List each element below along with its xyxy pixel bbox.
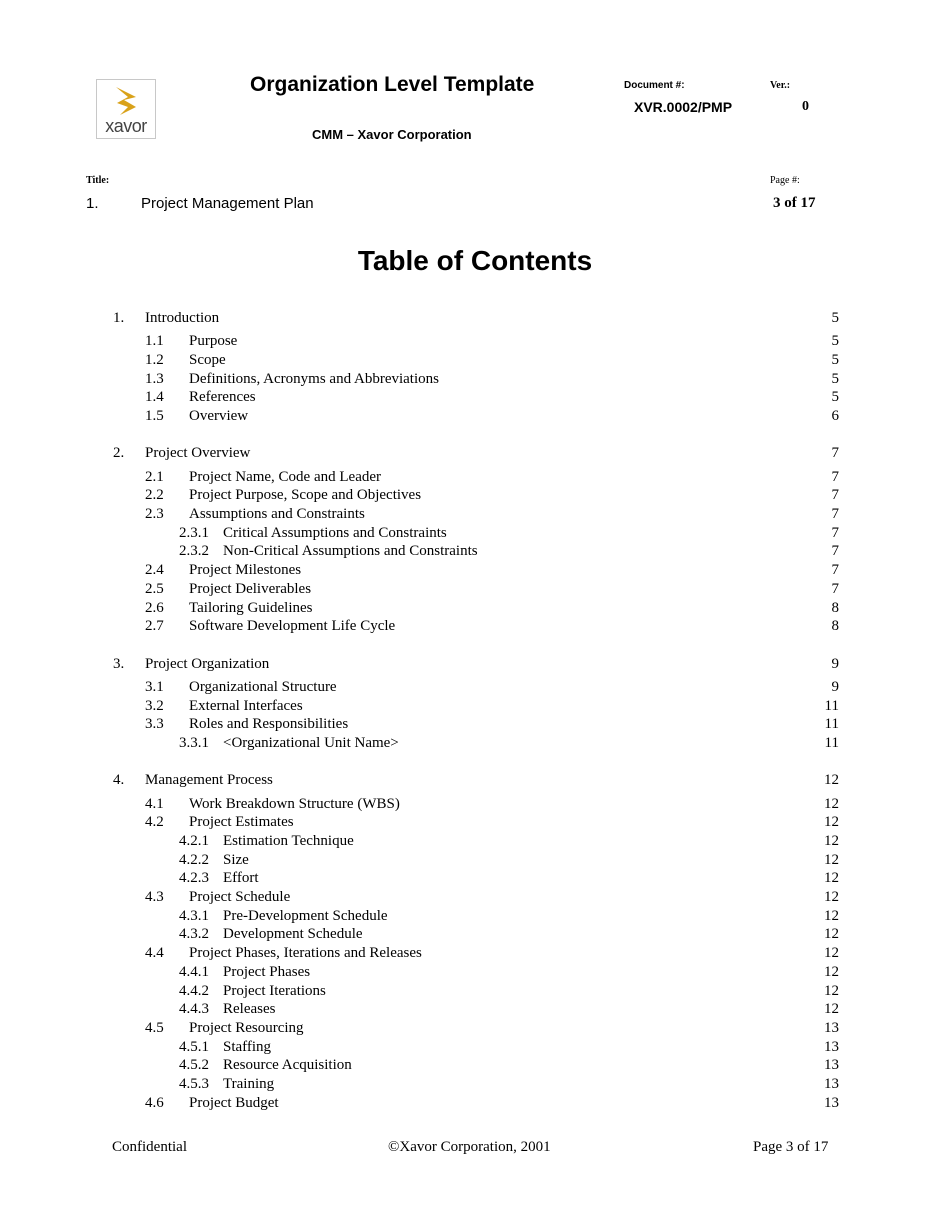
toc-entry-title: Introduction: [145, 310, 220, 326]
toc-entry-title: Organizational Structure: [189, 678, 337, 695]
toc-entry-title: Effort: [223, 870, 259, 887]
toc-entry-number: 2.2: [145, 487, 164, 504]
toc-entry-page: 13: [824, 1094, 839, 1111]
toc-entry-title: External Interfaces: [189, 697, 303, 714]
toc-entry-number: 1.4: [145, 389, 164, 406]
toc-entry[interactable]: [145, 599, 839, 619]
toc-entry[interactable]: [145, 1094, 839, 1114]
toc-entry[interactable]: [179, 1000, 839, 1020]
toc-entry-title: Project Phases, Iterations and Releases: [189, 945, 422, 962]
toc-entry-page: 9: [831, 678, 839, 695]
toc-entry-title: Project Budget: [189, 1094, 279, 1111]
toc-entry-number: 4.5.1: [179, 1038, 209, 1055]
toc-entry[interactable]: [113, 444, 839, 464]
toc-entry-number: 1.2: [145, 351, 164, 368]
toc-entry[interactable]: [113, 309, 839, 329]
toc-entry[interactable]: [179, 869, 839, 889]
toc-entry-title: Assumptions and Constraints: [189, 506, 365, 522]
toc-entry-number: 2.3.1: [179, 524, 209, 541]
toc-entry-title: Project Estimates: [189, 814, 294, 831]
toc-entry[interactable]: [145, 370, 839, 390]
toc-entry-page: 9: [831, 655, 839, 672]
toc-entry-number: 2.3.2: [179, 543, 209, 560]
toc-entry-number: 4.5: [145, 1019, 164, 1036]
toc-entry-page: 12: [824, 889, 839, 905]
toc-entry-number: 2.4: [145, 562, 164, 579]
toc-entry-title: Project Resourcing: [189, 1019, 304, 1036]
toc-entry[interactable]: [145, 407, 839, 427]
toc-entry[interactable]: [113, 655, 839, 675]
toc-entry-number: 4.3: [145, 889, 164, 905]
toc-entry-page: 5: [831, 351, 839, 368]
toc-entry-page: 6: [831, 408, 839, 424]
toc-entry-number: 1.: [113, 310, 125, 326]
toc-entry-page: 12: [824, 814, 839, 831]
toc-entry-page: 8: [831, 618, 839, 635]
toc-entry-page: 11: [824, 734, 839, 751]
toc-entry-title: Software Development Life Cycle: [189, 618, 396, 635]
toc-entry-number: 4.: [113, 772, 125, 789]
toc-entry-number: 2.: [113, 445, 125, 462]
toc-entry[interactable]: [145, 468, 839, 488]
footer-copyright: ©Xavor Corporation, 2001: [388, 1139, 551, 1155]
toc-entry-page: 7: [831, 562, 839, 579]
toc-entry-number: 4.2.1: [179, 832, 209, 849]
toc-entry-title: Purpose: [189, 333, 238, 350]
toc-entry[interactable]: [145, 486, 839, 506]
toc-entry[interactable]: [179, 907, 839, 927]
toc-entry[interactable]: [179, 925, 839, 945]
toc-entry-page: 13: [824, 1057, 839, 1074]
page-label: Page #:: [770, 175, 800, 186]
toc-entry-page: 7: [831, 487, 839, 504]
toc-entry[interactable]: [145, 561, 839, 581]
toc-entry-title: Resource Acquisition: [223, 1057, 352, 1074]
template-subtitle: CMM – Xavor Corporation: [312, 127, 472, 142]
toc-entry-page: 12: [824, 945, 839, 962]
toc-entry-page: 12: [824, 795, 839, 812]
toc-entry-page: 7: [831, 543, 839, 560]
toc-entry-number: 4.3.1: [179, 907, 209, 924]
toc-entry-number: 3.: [113, 655, 125, 672]
toc-entry-title: Project Name, Code and Leader: [189, 468, 382, 485]
toc-entry-page: 7: [831, 524, 839, 541]
toc-entry[interactable]: [145, 580, 839, 600]
toc-entry-page: 5: [831, 333, 839, 350]
toc-entry-page: 12: [824, 832, 839, 849]
toc-entry-title: Project Purpose, Scope and Objectives: [189, 487, 422, 504]
template-title: Organization Level Template: [250, 73, 535, 96]
toc-entry-number: 4.4.3: [179, 1001, 209, 1018]
toc-entry-number: 1.1: [145, 333, 164, 350]
toc-entry-title: Project Milestones: [189, 562, 302, 579]
toc-entry[interactable]: [145, 678, 839, 698]
toc-entry[interactable]: [145, 332, 839, 352]
toc-entry-number: 1.5: [145, 408, 164, 424]
toc-entry[interactable]: [179, 832, 839, 852]
toc-entry[interactable]: [179, 1038, 839, 1058]
toc-entry-title: Definitions, Acronyms and Abbreviations: [189, 370, 439, 387]
toc-entry-title: Training: [223, 1076, 275, 1092]
toc-entry-number: 4.5.3: [179, 1076, 209, 1092]
toc-entry-title: Staffing: [223, 1038, 272, 1055]
toc-entry-number: 4.2.2: [179, 851, 209, 868]
toc-entry-number: 4.3.2: [179, 926, 209, 943]
toc-entry[interactable]: [145, 888, 839, 908]
toc-entry-number: 1.3: [145, 370, 164, 387]
toc-entry-number: 4.4.1: [179, 963, 209, 980]
toc-entry-title: <Organizational Unit Name>: [223, 734, 399, 751]
toc-entry-title: Work Breakdown Structure (WBS): [189, 795, 400, 812]
toc-entry[interactable]: [145, 795, 839, 815]
toc-entry-page: 5: [831, 389, 839, 406]
toc-entry-title: Roles and Responsibilities: [189, 716, 349, 733]
toc-entry-page: 8: [831, 599, 839, 616]
version-number: 0: [802, 99, 809, 114]
toc-entry-number: 3.3.1: [179, 734, 209, 751]
toc-entry-title: References: [189, 389, 256, 406]
toc-entry-number: 4.4.2: [179, 982, 209, 999]
toc-entry-number: 4.2.3: [179, 870, 209, 887]
toc-entry[interactable]: [145, 944, 839, 964]
toc-entry-title: Project Deliverables: [189, 580, 312, 597]
toc-entry[interactable]: [145, 351, 839, 371]
toc-entry-page: 12: [824, 772, 839, 789]
toc-entry[interactable]: [145, 1019, 839, 1039]
toc-entry[interactable]: [145, 697, 839, 717]
toc-entry-title: Project Organization: [145, 655, 270, 672]
document-title-number: 1.: [86, 195, 99, 212]
toc-entry[interactable]: [179, 524, 839, 544]
toc-entry[interactable]: [179, 542, 839, 562]
toc-entry-page: 12: [824, 1001, 839, 1018]
toc-entry-title: Tailoring Guidelines: [189, 599, 313, 616]
document-number-label: Document #:: [624, 80, 685, 91]
toc-entry-page: 12: [824, 870, 839, 887]
toc-heading: Table of Contents: [357, 245, 593, 276]
toc-entry[interactable]: [179, 851, 839, 871]
toc-entry-page: 13: [824, 1019, 839, 1036]
toc-entry-page: 11: [824, 697, 839, 714]
toc-entry-number: 3.1: [145, 678, 164, 695]
version-label: Ver.:: [770, 80, 791, 91]
toc-entry-number: 2.6: [145, 599, 164, 616]
toc-entry-number: 4.2: [145, 814, 164, 831]
toc-entry[interactable]: [179, 1075, 839, 1095]
toc-entry-page: 7: [831, 468, 839, 485]
toc-entry-number: 2.3: [145, 506, 164, 522]
toc-entry-page: 12: [824, 982, 839, 999]
toc-entry-number: 3.2: [145, 697, 164, 714]
toc-entry[interactable]: [113, 771, 839, 791]
toc-entry-number: 4.6: [145, 1094, 164, 1111]
toc-entry[interactable]: [179, 1056, 839, 1076]
title-label: Title:: [86, 175, 110, 186]
toc-entry-title: Project Overview: [145, 445, 251, 462]
logo-text: xavor: [105, 116, 147, 136]
toc-entry-title: Critical Assumptions and Constraints: [223, 524, 447, 541]
toc-entry-number: 3.3: [145, 716, 164, 733]
toc-entry[interactable]: [145, 617, 839, 637]
toc-entry[interactable]: [145, 813, 839, 833]
toc-entry-title: Releases: [223, 1001, 276, 1018]
toc-entry-page: 5: [831, 310, 839, 326]
toc-entry-page: 12: [824, 851, 839, 868]
toc-entry-page: 13: [824, 1076, 839, 1092]
toc-entry-title: Development Schedule: [223, 926, 363, 943]
toc-entry-title: Project Phases: [223, 963, 311, 980]
toc-entry-title: Project Iterations: [223, 982, 326, 999]
toc-entry-number: 2.1: [145, 468, 164, 485]
document-title: Project Management Plan: [141, 195, 314, 212]
toc-entry-page: 12: [824, 926, 839, 943]
toc-entry-page: 11: [824, 716, 839, 733]
toc-entry-number: 4.1: [145, 795, 164, 812]
toc-entry-title: Non-Critical Assumptions and Constraints: [223, 543, 478, 560]
toc-entry[interactable]: [145, 715, 839, 735]
toc-entry-title: Project Schedule: [189, 889, 291, 905]
toc-entry-page: 12: [824, 907, 839, 924]
toc-entry[interactable]: [179, 734, 839, 754]
toc-entry[interactable]: [145, 505, 839, 525]
toc-entry-title: Pre-Development Schedule: [223, 907, 388, 924]
toc-entry[interactable]: [179, 963, 839, 983]
toc-entry-page: 5: [831, 370, 839, 387]
toc-entry-page: 13: [824, 1038, 839, 1055]
footer-page-number: Page 3 of 17: [753, 1139, 829, 1155]
toc-entry-page: 7: [831, 506, 839, 522]
document-number: XVR.0002/PMP: [634, 99, 733, 115]
toc-entry-number: 4.5.2: [179, 1057, 209, 1074]
toc-entry-number: 4.4: [145, 945, 164, 962]
toc-entry-number: 2.5: [145, 580, 164, 597]
toc-entry-page: 12: [824, 963, 839, 980]
toc-entry-title: Management Process: [145, 772, 273, 789]
toc-entry-page: 7: [831, 580, 839, 597]
toc-entry-title: Estimation Technique: [223, 832, 354, 849]
footer-confidential: Confidential: [112, 1139, 187, 1155]
toc-entry-title: Overview: [189, 408, 249, 424]
toc-entry-title: Size: [223, 851, 249, 868]
toc-entry[interactable]: [179, 982, 839, 1002]
toc-entry-title: Scope: [189, 351, 226, 368]
toc-entry[interactable]: [145, 388, 839, 408]
header-page-number: 3 of 17: [773, 195, 816, 211]
toc-entry-page: 7: [831, 445, 839, 462]
toc-entry-number: 2.7: [145, 618, 164, 635]
